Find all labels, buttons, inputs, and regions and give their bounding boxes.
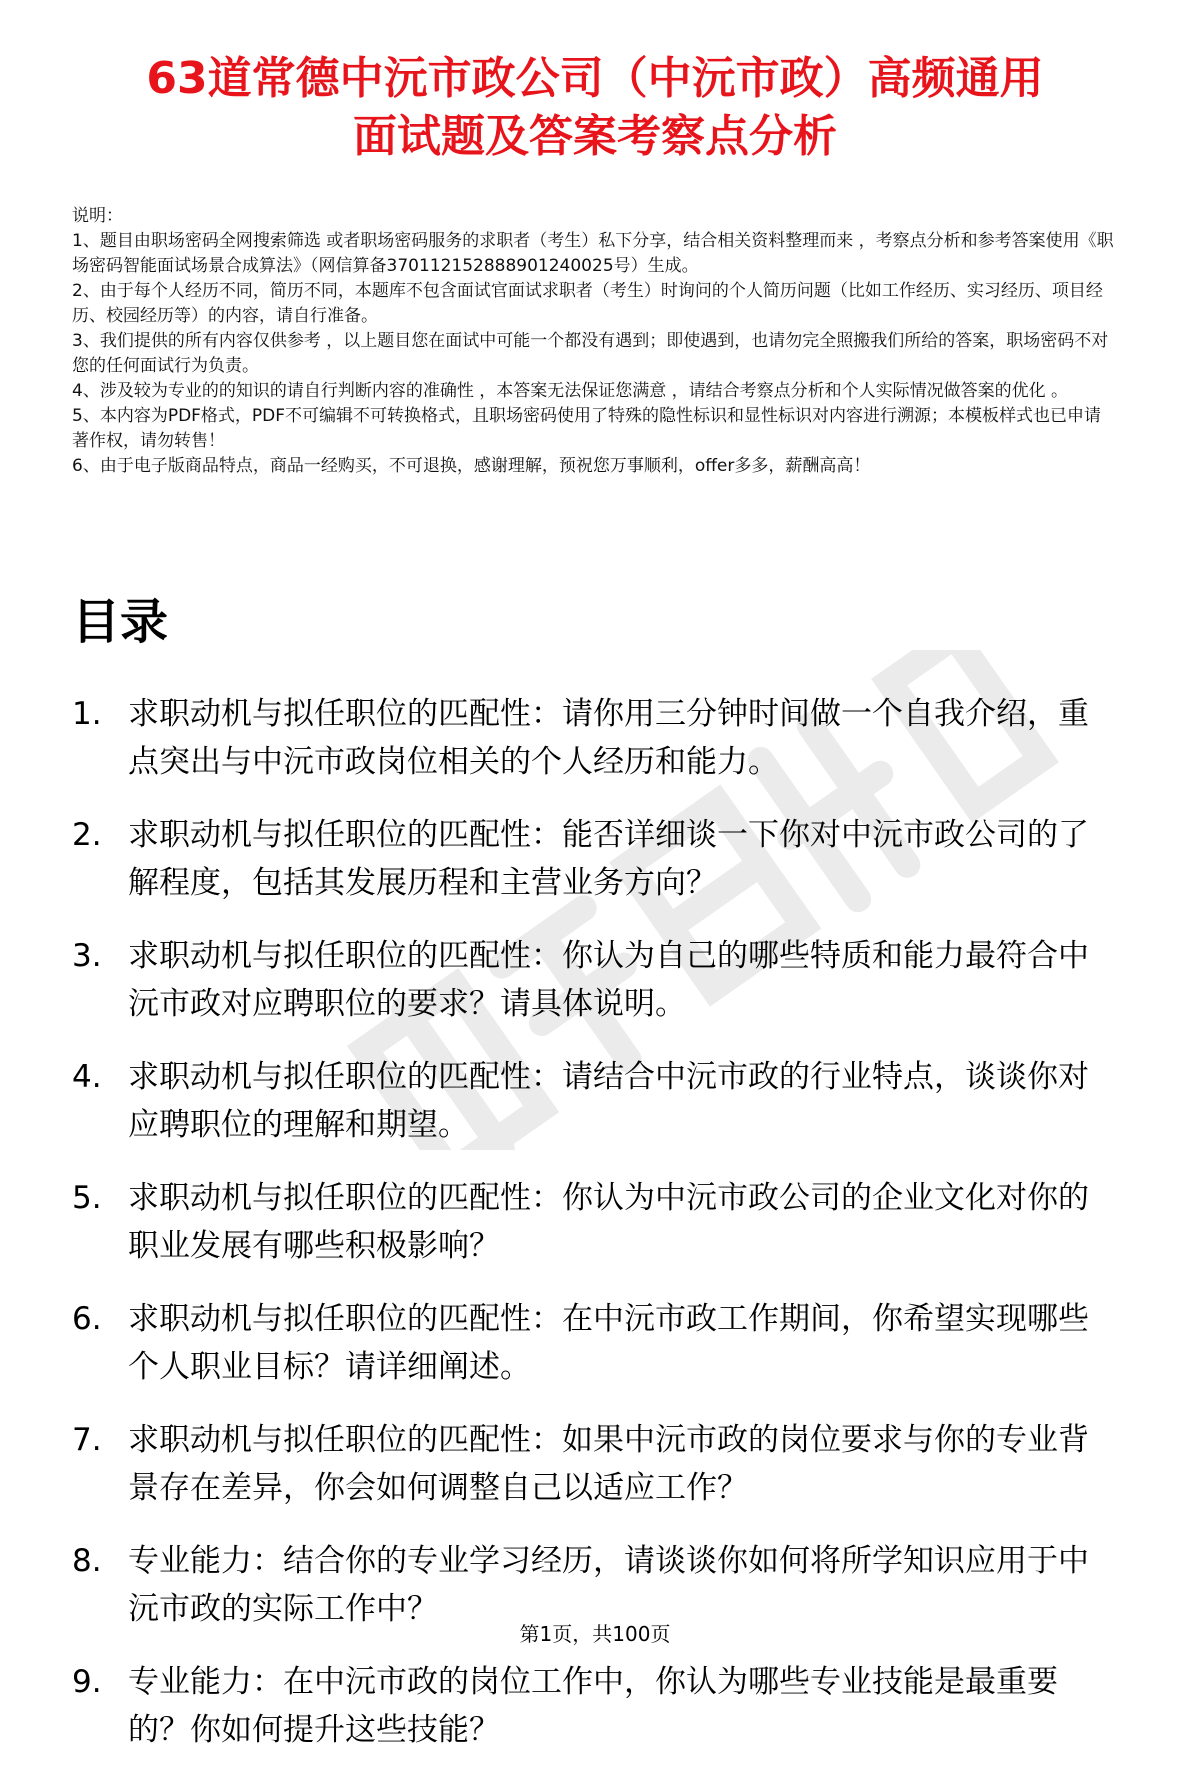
toc-item[interactable] — [72, 1537, 1118, 1633]
toc-item-text: 求职动机与拟任职位的匹配性：如果中沅市政的岗位要求与你的专业背景存在差异，你会如何调整自己以适应工作？ — [128, 1422, 1089, 1506]
toc-item-number: 8. — [72, 1543, 102, 1579]
toc-item-number: 3. — [72, 938, 102, 974]
toc-item-number: 4. — [72, 1059, 102, 1095]
toc-item-number: 2. — [72, 817, 102, 853]
note-item: 1、题目由职场密码全网搜索筛选 或者职场密码服务的求职者（考生）私下分享，结合相关资料整理而来 ，考察点分析和参考答案使用《职场密码智能面试场景合成算法》（网信算备370112152888901240025号）生成。 — [72, 231, 1114, 276]
toc-item-text: 求职动机与拟任职位的匹配性：请结合中沅市政的行业特点，谈谈你对应聘职位的理解和期望。 — [128, 1059, 1089, 1143]
toc-item-number: 9. — [72, 1664, 102, 1700]
toc-item-text: 求职动机与拟任职位的匹配性：你认为自己的哪些特质和能力最符合中沅市政对应聘职位的要求？请具体说明。 — [128, 938, 1089, 1022]
toc-item[interactable] — [72, 1658, 1118, 1754]
title-line-2: 面试题及答案考察点分析 — [353, 111, 837, 162]
toc-item-text: 求职动机与拟任职位的匹配性：你认为中沅市政公司的企业文化对你的职业发展有哪些积极影响？ — [128, 1180, 1089, 1264]
toc-item-number: 5. — [72, 1180, 102, 1216]
toc-item-text: 求职动机与拟任职位的匹配性：请你用三分钟时间做一个自我介绍，重点突出与中沅市政岗位相关的个人经历和能力。 — [128, 696, 1089, 780]
notes-heading: 说明： — [72, 206, 123, 226]
note-item: 5、本内容为PDF格式，PDF不可编辑不可转换格式，且职场密码使用了特殊的隐性标识和显性标识对内容进行溯源；本模板样式也已申请著作权，请勿转售！ — [72, 406, 1102, 451]
toc-item-number: 7. — [72, 1422, 102, 1458]
toc-list — [72, 690, 1118, 1779]
page-footer: 第1页，共100页 — [519, 1622, 671, 1646]
toc-item[interactable] — [72, 1053, 1118, 1149]
title-line-1: 63道常德中沅市政公司（中沅市政）高频通用 — [146, 53, 1044, 104]
toc-item-text: 专业能力：在中沅市政的岗位工作中，你认为哪些专业技能是最重要的？你如何提升这些技能？ — [128, 1664, 1058, 1748]
disclaimer-notes — [72, 204, 1118, 479]
toc-item[interactable] — [72, 1295, 1118, 1391]
toc-item[interactable] — [72, 690, 1118, 786]
toc-item[interactable] — [72, 932, 1118, 1028]
toc-item-number: 6. — [72, 1301, 102, 1337]
note-item: 3、我们提供的所有内容仅供参考 ，以上题目您在面试中可能一个都没有遇到；即使遇到，也请勿完全照搬我们所给的答案，职场密码不对您的任何面试行为负责。 — [72, 331, 1109, 376]
toc-heading: 目录 — [72, 594, 169, 650]
toc-item[interactable] — [72, 1416, 1118, 1512]
toc-item-text: 专业能力：结合你的专业学习经历，请谈谈你如何将所学知识应用于中沅市政的实际工作中？ — [128, 1543, 1089, 1627]
document-title — [60, 50, 1130, 166]
toc-item-text: 求职动机与拟任职位的匹配性：在中沅市政工作期间，你希望实现哪些个人职业目标？请详细阐述。 — [128, 1301, 1089, 1385]
toc-item-text: 求职动机与拟任职位的匹配性：能否详细谈一下你对中沅市政公司的了解程度，包括其发展历程和主营业务方向？ — [128, 817, 1089, 901]
toc-item[interactable] — [72, 1174, 1118, 1270]
note-item: 4、涉及较为专业的的知识的请自行判断内容的准确性 ，本答案无法保证您满意 ，请结合考察点分析和个人实际情况做答案的优化 。 — [72, 381, 1069, 401]
toc-item[interactable] — [72, 811, 1118, 907]
note-item: 2、由于每个人经历不同，简历不同，本题库不包含面试官面试求职者（考生）时询问的个人简历问题（比如工作经历、实习经历、项目经历、校园经历等）的内容，请自行准备。 — [72, 281, 1103, 326]
note-item: 6、由于电子版商品特点，商品一经购买，不可退换，感谢理解，预祝您万事顺利，offer多多，薪酬高高！ — [72, 456, 871, 476]
toc-item-number: 1. — [72, 696, 102, 732]
